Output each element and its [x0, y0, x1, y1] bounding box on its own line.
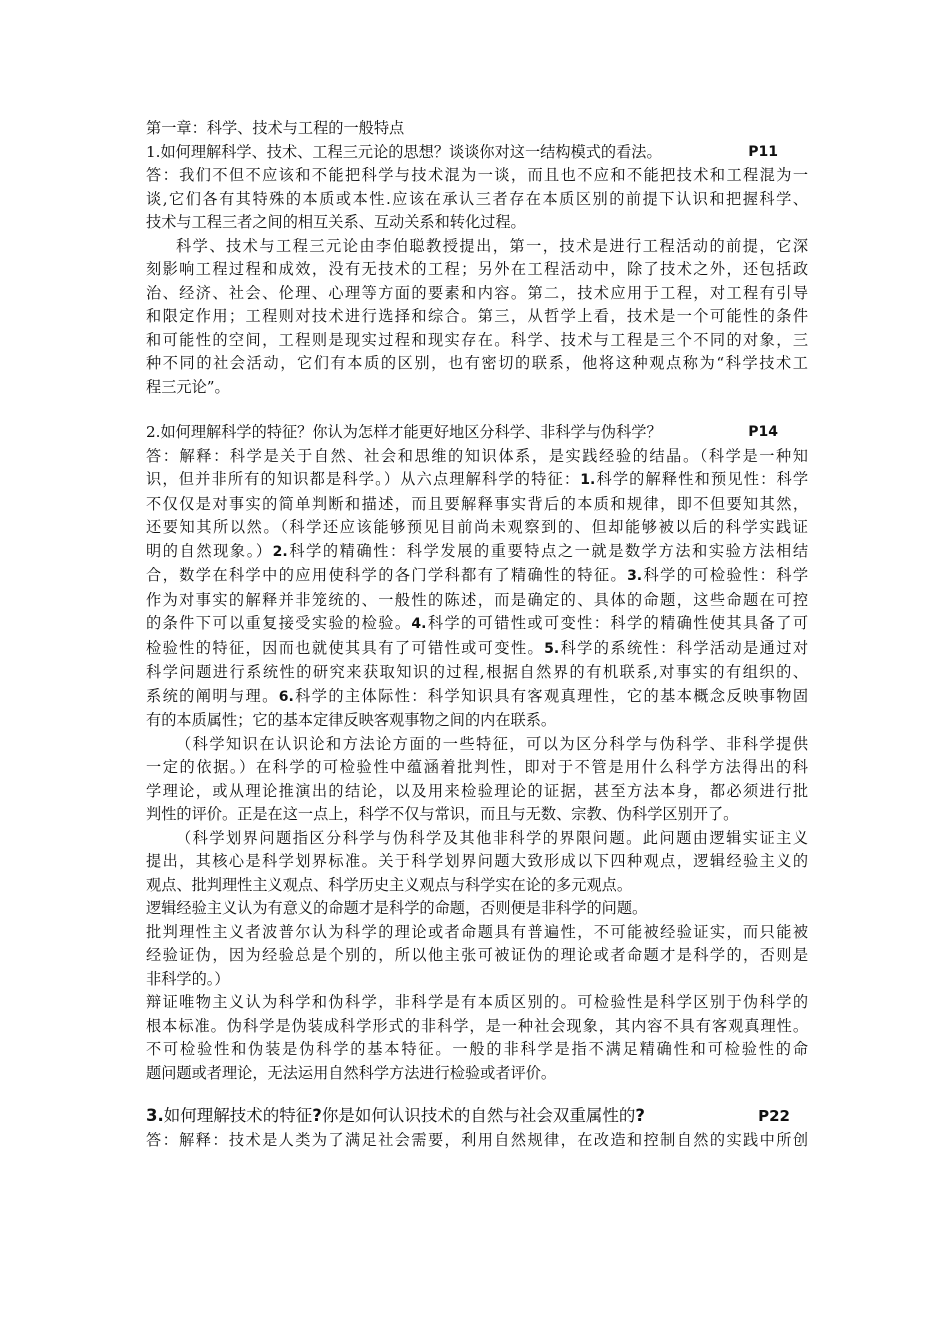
answer-2-para3-line: 提出，其核心是科学划界标准。关于科学划界问题大致形成以下四种观点，逻辑经验主义的: [146, 852, 808, 870]
question-3-text-b: 你是如何认识技术的自然与社会双重属性的: [321, 1106, 636, 1125]
answer-2-para6-line: 根本标准。伪科学是伪装成科学形式的非科学，是一种社会现象，其内容不具有客观真理性。: [146, 1016, 808, 1035]
answer-2-line: 的条件下可以重复接受实验的检验。4.科学的可错性或可变性：科学的精确性使其具备了可: [146, 614, 808, 632]
answer-1-para2-line: 治、经济、社会、伦理、心理等方面的要素和内容。第二，技术应用于工程，对工程有引导: [146, 283, 808, 302]
answer-2-line: 科学问题进行系统性的研究来获取知识的过程,根据自然界的有机联系,对事实的有组织的、: [146, 663, 808, 681]
answer-1-para2-line: 和可能性的空间，工程则是现实过程和现实存在。科学、技术与工程是三个不同的对象，三: [146, 330, 808, 349]
question-2-page-ref: P14: [748, 424, 778, 440]
answer-1-para2-line: 和限定作用；工程则对技术进行选择和综合。第三，从哲学上看，技术是一个可能性的条件: [146, 307, 808, 325]
point-number: 1.: [580, 472, 596, 488]
answer-1-para2-line: 种不同的社会活动，它们有本质的区别，也有密切的联系，他将这种观点称为“科学技术工: [146, 354, 808, 372]
point-number: 5.: [544, 640, 560, 657]
answer-2-para2-line: 判性的评价。正是在这一点上，科学不仅与常识，而且与无数、宗教、伪科学区别开了。: [146, 805, 739, 823]
answer-3-line: 答：解释：技术是人类为了满足社会需要，利用自然规律，在改造和控制自然的实践中所创: [146, 1131, 808, 1149]
question-1-page-ref: P11: [748, 143, 778, 160]
point-number: 2.: [272, 543, 288, 560]
document-page: [146, 117, 808, 1153]
answer-2-line: 识，但并非所有的知识都是科学。）从六点理解科学的特征：1.科学的解释性和预见性：科学: [146, 470, 808, 488]
question-1: [146, 141, 808, 165]
answer-2-para6-line: 辩证唯物主义认为科学和伪科学，非科学是有本质区别的。可检验性是科学区别于伪科学的: [146, 993, 808, 1011]
answer-2-para5-line: 非科学的。）: [146, 969, 230, 988]
answer-2-line: 答：解释：科学是关于自然、社会和思维的知识体系，是实践经验的结晶。（科学是一种知: [146, 446, 808, 465]
question-2: [146, 421, 808, 445]
answer-2-line: 合，数学在科学中的应用使科学的各门学科都有了精确性的特征。3.科学的可检验性：科学: [146, 566, 808, 584]
answer-2-line: 系统的阐明与理。6.科学的主体际性：科学知识具有客观真理性，它的基本概念反映事物固: [146, 686, 808, 705]
question-3-number: 3.: [146, 1106, 164, 1125]
question-3: 3.如何理解技术的特征?你是如何认识技术的自然与社会双重属性的? P22: [146, 1103, 808, 1129]
answer-2-para2-line: 一定的依据。）在科学的可检验性中蕴涵着批判性，即对于不管是用什么科学方法得出的科: [146, 758, 808, 776]
point-number: 6.: [278, 688, 294, 705]
answer-1-line: 谈,它们各有其特殊的本质或本性.应该在承认三者存在本质区别的前提下认识和把握科学、: [146, 189, 808, 208]
point-number: 3.: [627, 568, 643, 584]
point-number: 4.: [411, 616, 427, 632]
answer-1-line: 答：我们不但不应该和不能把科学与技术混为一谈，而且也不应和不能把技术和工程混为一: [146, 166, 808, 184]
answer-2-line: 还要知其所以然。（科学还应该能够预见目前尚未观察到的、但却能够被以后的科学实践证: [146, 518, 808, 536]
question-2-text: 2.如何理解科学的特征？你认为怎样才能更好地区分科学、非科学与伪科学？: [146, 423, 662, 441]
answer-1-line: 技术与工程三者之间的相互关系、互动关系和转化过程。: [146, 213, 526, 231]
chapter-title: 第一章：科学、技术与工程的一般特点: [146, 119, 405, 137]
answer-1-para2-line: 刻影响工程过程和成效，没有无技术的工程；另外在工程活动中，除了技术之外，还包括政: [146, 260, 808, 278]
answer-2-para2-line: （科学知识在认识论和方法论方面的一些特征，可以为区分科学与伪科学、非科学提供: [176, 734, 808, 753]
answer-2-para3-line: （科学划界问题指区分科学与伪科学及其他非科学的界限问题。此问题由逻辑实证主义: [176, 828, 808, 847]
answer-2-para4-line: 逻辑经验主义认为有意义的命题才是科学的命题，否则便是非科学的问题。: [146, 899, 648, 917]
question-1-text: 1.如何理解科学、技术、工程三元论的思想？谈谈你对这一结构模式的看法。: [146, 142, 662, 161]
answer-2-line: 有的本质属性；它的基本定律反映客观事物之间的内在联系。: [146, 711, 557, 729]
answer-2-para6-line: 题问题或者理论，无法运用自然科学方法进行检验或者评价。: [146, 1063, 557, 1082]
question-3-page-ref: P22: [758, 1107, 790, 1125]
answer-2-line: 作为对事实的解释并非笼统的、一般性的陈述，而是确定的、具体的命题，这些命题在可控: [146, 590, 808, 609]
answer-1-para2-line: 科学、技术与工程三元论由李伯聪教授提出，第一，技术是进行工程活动的前提，它深: [176, 236, 808, 255]
answer-2-para5-line: 批判理性主义者波普尔认为科学的理论或者命题具有普遍性，不可能被经验证实，而只能被: [146, 922, 808, 941]
answer-2-para6-line: 不可检验性和伪装是伪科学的基本特征。一般的非科学是指不满足精确性和可检验性的命: [146, 1040, 808, 1058]
answer-2-line: 不仅仅是对事实的简单判断和描述，而且要解释事实背后的本质和规律，即不但要知其然，: [146, 494, 808, 513]
answer-2-line: 检验性的特征，因而也就使其具有了可错性或可变性。5.科学的系统性：科学活动是通过对: [146, 638, 808, 657]
question-3-text-a: 如何理解技术的特征: [163, 1106, 313, 1125]
answer-2-para5-line: 经验证伪，因为经验总是个别的，所以他主张可被证伪的理论或者命题才是科学的，否则是: [146, 946, 808, 964]
answer-2-para2-line: 学理论，或从理论推演出的结论，以及用来检验理论的证据，甚至方法本身，都必须进行批: [146, 781, 808, 800]
answer-1-para2-line: 程三元论”。: [146, 377, 230, 396]
answer-2-line: 明的自然现象。）2.科学的精确性：科学发展的重要特点之一就是数学方法和实验方法相结: [146, 541, 808, 560]
answer-2-para3-line: 观点、批判理性主义观点、科学历史主义观点与科学实在论的多元观点。: [146, 875, 632, 894]
